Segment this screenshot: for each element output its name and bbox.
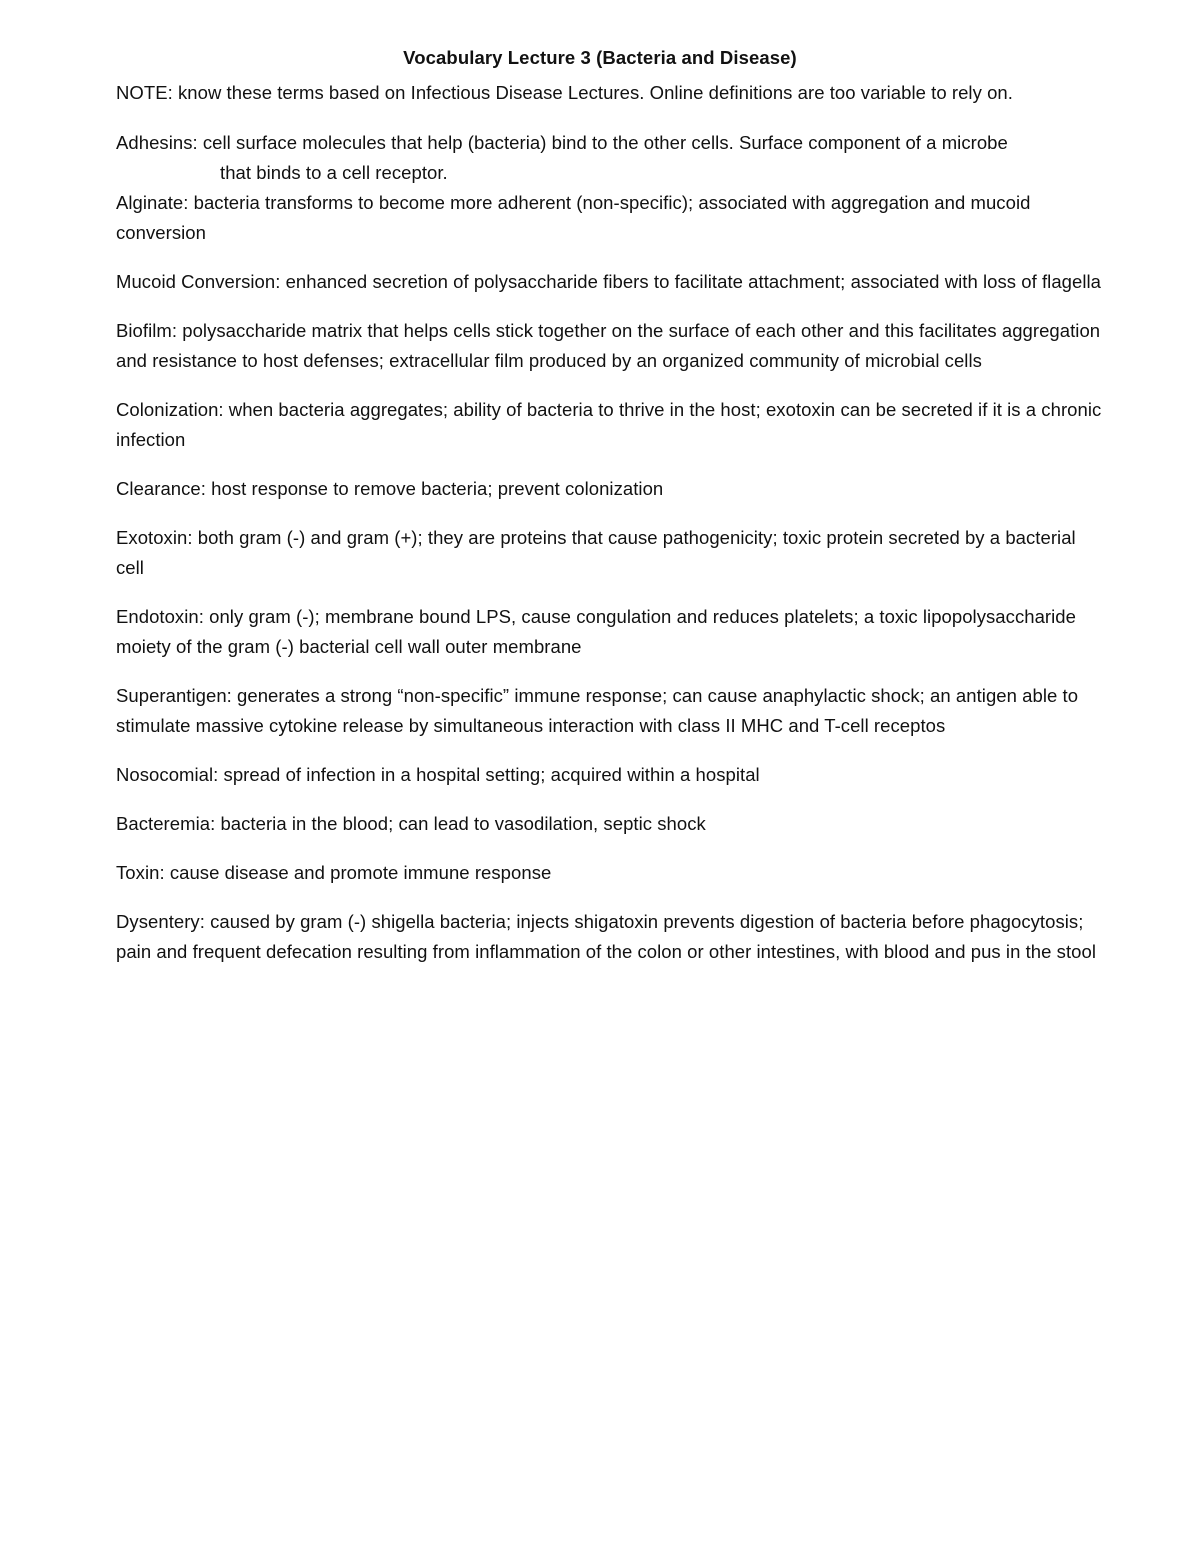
entry-biofilm: Biofilm: polysaccharide matrix that helps cells stick together on the surface of each other and this facilitates aggregation and resistance to host defenses; extracellular film produced by an organized community of microbial cells: [116, 320, 1101, 371]
entry-colonization: Colonization: when bacteria aggregates; ability of bacteria to thrive in the host; exotoxin can be secreted if it is a chronic infection: [116, 399, 1102, 450]
entry-adhesins-line1: Adhesins: cell surface molecules that help (bacteria) bind to the other cells. Surface component of a microbe: [116, 132, 1008, 153]
note-paragraph: NOTE: know these terms based on Infectious Disease Lectures. Online definitions are too variable to rely on.: [116, 82, 1013, 103]
entry-dysentery: Dysentery: caused by gram (-) shigella bacteria; injects shigatoxin prevents digestion of bacteria before phagocytosis; pain and frequent defecation resulting from inflammation of the colon or other intestines, with blood and pus in the stool: [116, 911, 1096, 962]
entry-superantigen: Superantigen: generates a strong “non-specific” immune response; can cause anaphylactic shock; an antigen able to stimulate massive cytokine release by simultaneous interaction with class II MHC and T-cell receptos: [116, 685, 1079, 736]
document-title: Vocabulary Lecture 3 (Bacteria and Disease): [403, 47, 797, 68]
entry-nosocomial: Nosocomial: spread of infection in a hospital setting; acquired within a hospital: [116, 764, 760, 785]
entry-bacteremia: Bacteremia: bacteria in the blood; can lead to vasodilation, septic shock: [116, 813, 706, 834]
entry-clearance: Clearance: host response to remove bacteria; prevent colonization: [116, 478, 664, 499]
entry-mucoid-conversion: Mucoid Conversion: enhanced secretion of polysaccharide fibers to facilitate attachment; associated with loss of flagella: [116, 271, 1102, 292]
entry-adhesins-line2: that binds to a cell receptor.: [220, 162, 448, 183]
entry-toxin: Toxin: cause disease and promote immune response: [116, 862, 552, 883]
entry-adhesins: [116, 128, 1106, 188]
entry-alginate: Alginate: bacteria transforms to become more adherent (non-specific); associated with aggregation and mucoid conversion: [116, 192, 1031, 243]
document-body: [116, 78, 1106, 967]
entry-endotoxin: Endotoxin: only gram (-); membrane bound LPS, cause congulation and reduces platelets; a toxic lipopolysaccharide moiety of the gram (-) bacterial cell wall outer membrane: [116, 606, 1076, 657]
entry-exotoxin: Exotoxin: both gram (-) and gram (+); they are proteins that cause pathogenicity; toxic protein secreted by a bacterial cell: [116, 527, 1076, 578]
